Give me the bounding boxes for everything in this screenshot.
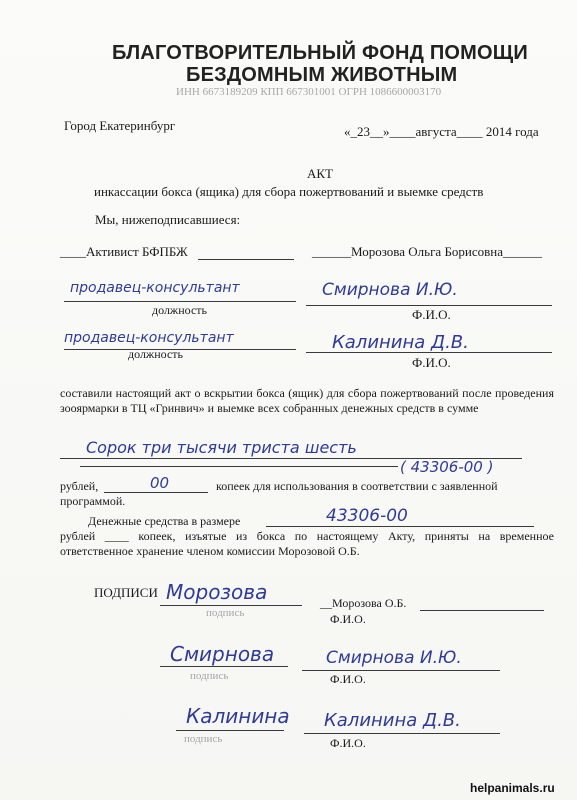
para2-tail-line1: копеек для использования в соответствии с заявленной: [216, 479, 498, 493]
kopecks-line: [104, 492, 208, 493]
member2-fio-caption: Ф.И.О.: [412, 355, 451, 370]
signature2-handwritten: Смирнова: [170, 642, 275, 666]
amount-digits-handwritten: ( 43306-00 ): [400, 458, 494, 476]
signature2-line: [160, 666, 288, 667]
member1-position-caption: должность: [152, 303, 207, 317]
website-watermark: helpanimals.ru: [470, 781, 555, 795]
org-name-line2: БЕЗДОМНЫМ ЖИВОТНЫМ: [186, 64, 458, 86]
org-name-line1: БЛАГОТВОРИТЕЛЬНЫЙ ФОНД ПОМОЩИ: [112, 42, 528, 64]
org-ids: ИНН 6673189209 КПП 667301001 ОГРН 1086600003170: [176, 86, 442, 98]
para3-amount-handwritten: 43306-00: [326, 506, 408, 526]
act-paragraph-1: составили настоящий акт о вскрытии бокса (ящик) для сбора пожертвований после проведения зооярмарки в ТЦ «Гринвич» и выемке всех собранных денежных средств в сумме: [60, 386, 554, 415]
signature1-fio: __Морозова О.Б.: [320, 596, 407, 610]
city: Город Екатеринбург: [64, 118, 176, 133]
signature3-fio-caption: Ф.И.О.: [330, 736, 366, 750]
amount-words-handwritten: Сорок три тысячи триста шесть: [86, 438, 357, 457]
member2-position-caption: должность: [128, 347, 183, 361]
signature3-fio-handwritten: Калинина Д.В.: [324, 710, 461, 731]
activist-underline: [198, 259, 294, 260]
member1-position-line: [64, 301, 296, 302]
amount-words-line-2: [80, 466, 398, 467]
para3-rest: рублей ____ копеек, изъятые из бокса по настоящему Акту, приняты на временное ответственное хранение членом комиссии Морозовой О.Б.: [60, 529, 554, 558]
signature2-fio-caption: Ф.И.О.: [330, 672, 366, 686]
activist-position: ____Активист БФПБЖ: [60, 244, 188, 259]
member2-position-handwritten: продавец-консультант: [64, 330, 234, 346]
kopecks-handwritten: 00: [150, 474, 170, 492]
undersigned-label: Мы, нижеподписавшиеся:: [95, 212, 241, 227]
signature1-handwritten: Морозова: [166, 580, 268, 604]
signature3-caption: подпись: [184, 733, 223, 745]
act-title: АКТ: [307, 166, 333, 181]
para2-tail-line2: программой.: [60, 494, 126, 508]
member2-name-line: [306, 352, 552, 353]
member1-position-handwritten: продавец-консультант: [70, 280, 240, 296]
act-subtitle: инкассации бокса (ящика) для сбора пожертвований и выемке средств: [94, 184, 484, 199]
act-date: «_23__»____августа____ 2014 года: [344, 124, 539, 139]
rubles-label: рублей,: [60, 479, 99, 493]
para3-amount-line: [266, 526, 534, 527]
signature3-fio-line: [304, 733, 500, 734]
signature1-fio-line: [420, 610, 544, 611]
signature2-caption: подпись: [190, 670, 229, 682]
signature2-fio-line: [302, 670, 500, 671]
member1-name-handwritten: Смирнова И.Ю.: [322, 280, 458, 300]
signature1-caption: подпись: [206, 607, 245, 619]
signature3-line: [176, 730, 284, 731]
signatures-title: ПОДПИСИ: [94, 585, 158, 600]
member2-name-handwritten: Калинина Д.В.: [332, 332, 469, 353]
para3-start: Денежные средства в размере: [88, 514, 241, 528]
signature3-handwritten: Калинина: [186, 704, 290, 728]
member1-fio-caption: Ф.И.О.: [412, 307, 451, 322]
signature1-fio-caption: Ф.И.О.: [330, 612, 366, 626]
activist-name: ______Морозова Ольга Борисовна______: [312, 244, 542, 259]
member1-name-line: [306, 305, 552, 306]
signature2-fio-handwritten: Смирнова И.Ю.: [326, 648, 462, 668]
signature1-line: [160, 605, 302, 606]
